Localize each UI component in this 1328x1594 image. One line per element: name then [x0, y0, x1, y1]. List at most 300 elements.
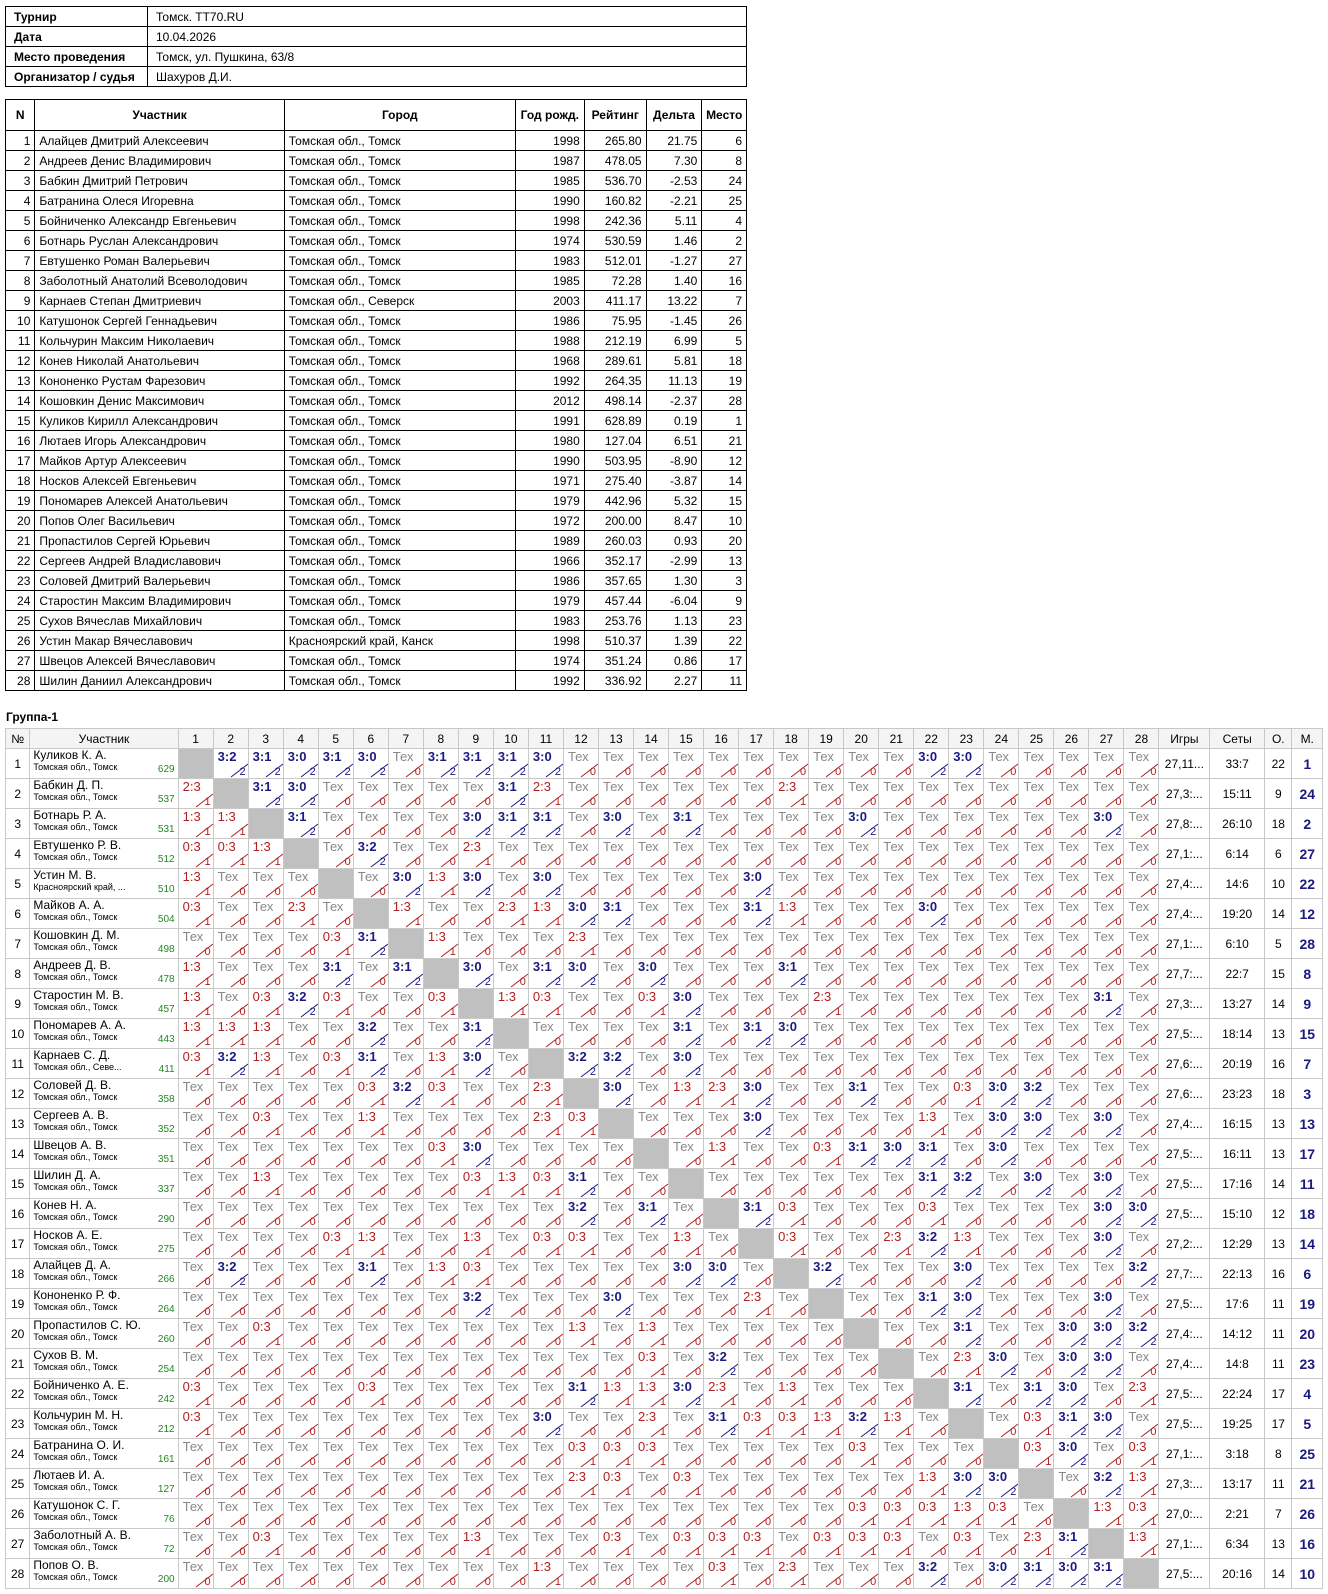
match-points: 0 [1080, 1216, 1087, 1228]
cross-result-cell [388, 1109, 423, 1139]
match-result [739, 959, 773, 988]
match-result [949, 1229, 983, 1258]
match-score: 0:3 [567, 1229, 587, 1244]
match-points: 2 [1115, 1126, 1122, 1138]
match-score: 3:1 [462, 1019, 482, 1034]
match-result [284, 959, 318, 988]
cross-result-cell [634, 749, 669, 779]
match-result [459, 1049, 493, 1078]
match-result [984, 1499, 1018, 1528]
cross-result-cell [704, 1289, 739, 1319]
match-score: 3:2 [357, 1019, 377, 1034]
match-score: 3:0 [1058, 1439, 1078, 1454]
match-score: 0:3 [673, 1529, 692, 1544]
match-score: Тех [953, 1019, 974, 1034]
cross-place: 2 [1292, 809, 1323, 839]
cross-result-cell [809, 1529, 844, 1559]
match-points: 0 [765, 796, 772, 808]
cross-result-cell [213, 1319, 248, 1349]
match-result [879, 1019, 913, 1048]
match-points: 0 [414, 1156, 421, 1168]
match-result [599, 899, 633, 928]
match-points: 1 [589, 1336, 596, 1348]
match-score: Тех [497, 1259, 519, 1274]
match-points: 0 [1150, 1186, 1157, 1198]
cross-participant-city: Томская обл., Томск [33, 1182, 118, 1192]
participant-place: 13 [702, 551, 747, 571]
match-points: 0 [800, 856, 807, 868]
match-points: 1 [239, 1036, 246, 1048]
match-score: 3:2 [848, 1409, 867, 1424]
cross-result-cell [879, 1319, 914, 1349]
cross-result-cell [914, 1199, 949, 1229]
cross-result-cell [318, 1499, 353, 1529]
cross-result-cell [634, 1349, 669, 1379]
match-score: Тех [883, 779, 904, 794]
match-points: 1 [204, 856, 211, 868]
match-result [1054, 1529, 1088, 1558]
cross-result-cell [1019, 899, 1054, 929]
participant-rating: 200.00 [584, 511, 646, 531]
match-score: 0:3 [953, 1079, 972, 1094]
match-points: 0 [1115, 916, 1122, 928]
cross-result-cell [774, 1289, 809, 1319]
match-points: 2 [519, 826, 526, 838]
match-points: 2 [975, 1486, 982, 1498]
match-points: 0 [239, 1096, 246, 1108]
match-points: 0 [1080, 976, 1087, 988]
match-result [179, 1199, 213, 1228]
match-points: 0 [239, 1486, 246, 1498]
cross-result-cell [213, 959, 248, 989]
match-result [424, 1379, 458, 1408]
match-result [704, 1469, 738, 1498]
match-result [1019, 1349, 1053, 1378]
match-points: 0 [1080, 1156, 1087, 1168]
match-result [494, 929, 528, 958]
match-result [284, 869, 318, 898]
cross-participant-rating: 531 [157, 824, 175, 835]
participant-rating: 411.17 [584, 291, 646, 311]
cross-result-cell [423, 1469, 458, 1499]
match-points: 0 [940, 1066, 947, 1078]
match-score: Тех [497, 1229, 519, 1244]
match-points: 2 [239, 766, 246, 778]
match-points: 0 [729, 1126, 737, 1138]
participant-city: Томская обл., Томск [284, 651, 515, 671]
match-points: 0 [905, 1216, 912, 1228]
cross-cell-self [949, 1409, 984, 1439]
participant-city: Томская обл., Томск [284, 391, 515, 411]
match-points: 0 [870, 886, 877, 898]
match-points: 2 [1115, 1336, 1122, 1348]
cross-result-cell [844, 1379, 879, 1409]
cross-participant-rating: 443 [157, 1034, 175, 1045]
match-result [879, 989, 913, 1018]
match-score: Тех [322, 1169, 344, 1184]
match-result [564, 1409, 598, 1438]
match-points: 0 [1115, 1276, 1122, 1288]
match-points: 0 [309, 1036, 316, 1048]
cross-result-cell [423, 1049, 458, 1079]
match-result [844, 749, 878, 778]
cross-result-cell [458, 1409, 493, 1439]
match-score: 3:0 [567, 899, 587, 914]
match-result [564, 1259, 598, 1288]
cross-participant-name: Носков А. Е. [33, 1229, 103, 1242]
match-points: 2 [1080, 1576, 1087, 1588]
match-score: Тех [462, 1469, 484, 1484]
match-result [809, 779, 843, 808]
match-score: Тех [708, 1049, 729, 1064]
match-points: 2 [1010, 1126, 1017, 1138]
cross-result-cell [178, 1319, 213, 1349]
participant-row [6, 411, 747, 431]
match-points: 1 [1150, 1546, 1157, 1558]
cross-place: 22 [1292, 869, 1323, 899]
cross-result-cell [598, 899, 633, 929]
cross-result-cell [1054, 1319, 1089, 1349]
cross-result-cell [248, 1049, 283, 1079]
cross-result-cell [844, 1139, 879, 1169]
match-result [494, 1259, 528, 1288]
cross-result-cell [1054, 1049, 1089, 1079]
match-score: Тех [708, 839, 729, 854]
cross-result-cell [879, 1019, 914, 1049]
participant-row [6, 571, 747, 591]
match-score: Тех [1093, 899, 1115, 914]
match-result [459, 1499, 493, 1528]
match-result [354, 1409, 388, 1438]
participant-delta: 6.51 [646, 431, 702, 451]
match-result [459, 1229, 493, 1258]
participant-rating: 357.65 [584, 571, 646, 591]
cross-result-cell [213, 1559, 248, 1589]
match-result [599, 1169, 633, 1198]
match-points: 0 [379, 826, 386, 838]
match-score: 3:1 [953, 1319, 973, 1334]
match-score: 1:3 [532, 899, 551, 914]
match-result [389, 1559, 423, 1588]
match-score: Тех [392, 1289, 414, 1304]
cross-header-opponent: 10 [493, 729, 528, 749]
match-points: 0 [484, 1456, 491, 1468]
cross-participant-rating: 351 [157, 1154, 175, 1165]
cross-result-cell [318, 1019, 353, 1049]
match-score: Тех [217, 1529, 239, 1544]
match-points: 0 [274, 1426, 281, 1438]
match-points: 0 [729, 796, 737, 808]
cross-result-cell [774, 1409, 809, 1439]
match-result [1124, 1049, 1158, 1078]
match-score: Тех [1023, 1499, 1045, 1514]
match-points: 1 [1010, 1516, 1017, 1528]
match-result [179, 839, 213, 868]
cross-result-cell [774, 929, 809, 959]
match-result [914, 1079, 948, 1108]
match-score: Тех [743, 929, 764, 944]
cross-header-opponent: 28 [1124, 729, 1159, 749]
participant-birth-year: 1991 [515, 411, 584, 431]
match-result [354, 989, 388, 1018]
cross-row-number: 11 [6, 1049, 30, 1079]
match-points: 0 [204, 1096, 211, 1108]
match-points: 2 [589, 1216, 596, 1228]
match-points: 1 [239, 826, 246, 838]
match-result [214, 899, 248, 928]
match-points: 1 [694, 1486, 702, 1498]
match-result [739, 1409, 773, 1438]
cross-result-cell [598, 959, 633, 989]
match-result [704, 1349, 738, 1378]
match-result [879, 1379, 913, 1408]
cross-result-cell [879, 1379, 914, 1409]
match-points: 0 [589, 1516, 596, 1528]
match-score: Тех [1128, 1079, 1150, 1094]
cross-result-cell [984, 1379, 1019, 1409]
match-result [564, 869, 598, 898]
match-points: 0 [905, 1306, 912, 1318]
participant-place: 18 [702, 351, 747, 371]
match-score: 0:3 [673, 1469, 692, 1484]
match-points: 0 [800, 1336, 807, 1348]
match-points: 0 [274, 1516, 281, 1528]
cross-result-cell [178, 1349, 213, 1379]
match-score: Тех [1023, 1259, 1045, 1274]
match-score: 1:3 [953, 1499, 972, 1514]
match-score: Тех [532, 1019, 554, 1034]
cross-points: 13 [1265, 1229, 1292, 1259]
match-points: 0 [484, 916, 491, 928]
match-result [564, 1469, 598, 1498]
cross-participant-city: Томская обл., Томск [33, 1032, 118, 1042]
match-points: 0 [1010, 1186, 1017, 1198]
match-points: 0 [449, 1246, 456, 1258]
match-points: 0 [1010, 1246, 1017, 1258]
match-score: Тех [602, 839, 624, 854]
match-score: 3:0 [988, 1079, 1008, 1094]
cross-result-cell [458, 749, 493, 779]
match-score: Тех [392, 989, 414, 1004]
match-result [774, 1529, 808, 1558]
match-score: Тех [638, 1229, 659, 1244]
cross-result-cell [283, 1349, 318, 1379]
cross-place: 12 [1292, 899, 1323, 929]
participant-place: 3 [702, 571, 747, 591]
match-score: Тех [252, 1469, 274, 1484]
match-result [179, 959, 213, 988]
match-points: 1 [835, 1156, 842, 1168]
match-score: Тех [427, 1559, 449, 1574]
group-title: Группа-1 [6, 710, 59, 724]
match-points: 0 [449, 856, 456, 868]
match-score: Тех [182, 1289, 204, 1304]
match-points: 2 [379, 1036, 386, 1048]
cross-participant-city: Томская обл., Севе... [33, 1062, 122, 1072]
cross-result-cell [1124, 1229, 1159, 1259]
match-result [424, 1499, 458, 1528]
match-points: 0 [414, 1216, 421, 1228]
match-points: 0 [554, 1456, 561, 1468]
match-points: 2 [940, 766, 947, 778]
match-points: 0 [554, 946, 561, 958]
cross-result-cell [388, 1469, 423, 1499]
match-score: Тех [988, 899, 1009, 914]
cross-result-cell [423, 1289, 458, 1319]
match-result [459, 1109, 493, 1138]
cross-result-cell [739, 1049, 774, 1079]
match-score: Тех [988, 1049, 1009, 1064]
cross-result-cell [598, 929, 633, 959]
match-score: 0:3 [953, 1529, 972, 1544]
match-result [249, 1379, 283, 1408]
match-score: Тех [708, 1439, 729, 1454]
match-result [319, 1469, 353, 1498]
match-score: 3:0 [953, 1259, 973, 1274]
cross-participant-rating: 512 [157, 854, 175, 865]
match-points: 0 [1115, 976, 1122, 988]
match-points: 0 [694, 1576, 702, 1588]
participant-city: Томская обл., Томск [284, 611, 515, 631]
match-points: 2 [1080, 1336, 1087, 1348]
match-result [599, 749, 633, 778]
match-points: 0 [940, 1546, 947, 1558]
match-points: 0 [414, 826, 421, 838]
match-score: Тех [988, 1169, 1009, 1184]
cross-sets: 14:6 [1210, 869, 1265, 899]
match-score: Тех [497, 1289, 519, 1304]
match-points: 1 [589, 1246, 596, 1258]
cross-result-cell [739, 809, 774, 839]
match-points: 0 [659, 946, 667, 958]
match-result [1089, 1169, 1123, 1198]
match-score: Тех [953, 1199, 974, 1214]
match-points: 0 [344, 1096, 351, 1108]
match-score: 3:1 [1058, 1529, 1078, 1544]
match-result [669, 839, 703, 868]
match-result [214, 1289, 248, 1318]
cross-result-cell [879, 1199, 914, 1229]
match-points: 0 [519, 856, 526, 868]
match-result [1054, 1559, 1088, 1588]
participant-number: 19 [6, 491, 35, 511]
match-result [354, 929, 388, 958]
match-score: Тех [252, 1439, 274, 1454]
match-result [984, 869, 1018, 898]
match-points: 0 [1010, 1006, 1017, 1018]
cross-result-cell [914, 1019, 949, 1049]
participant-number: 20 [6, 511, 35, 531]
match-points: 0 [1150, 1096, 1157, 1108]
match-score: Тех [182, 1169, 204, 1184]
match-result [284, 779, 318, 808]
match-result [634, 1019, 668, 1048]
cross-participant-rating: 337 [157, 1184, 175, 1195]
match-points: 0 [274, 1156, 281, 1168]
match-score: Тех [217, 1409, 239, 1424]
cross-result-cell [563, 779, 598, 809]
match-score: Тех [322, 1439, 344, 1454]
cross-result-cell [1054, 779, 1089, 809]
cross-sets: 15:10 [1210, 1199, 1265, 1229]
cross-result-cell [949, 929, 984, 959]
cross-result-cell [949, 749, 984, 779]
cross-result-cell [458, 809, 493, 839]
match-points: 1 [449, 1006, 456, 1018]
match-score: 1:3 [1093, 1499, 1112, 1514]
match-points: 0 [239, 1006, 246, 1018]
match-points: 0 [274, 886, 281, 898]
match-result [424, 1409, 458, 1438]
match-result [844, 1049, 878, 1078]
match-points: 2 [659, 1216, 667, 1228]
match-points: 0 [204, 1486, 211, 1498]
cross-result-cell [458, 839, 493, 869]
match-score: Тех [462, 1079, 484, 1094]
match-result [494, 1169, 528, 1198]
match-points: 0 [1045, 1336, 1052, 1348]
match-points: 0 [1080, 1096, 1087, 1108]
match-result [1089, 1559, 1123, 1588]
match-points: 0 [309, 1486, 316, 1498]
match-score: Тех [497, 1139, 519, 1154]
cross-result-cell [704, 899, 739, 929]
match-result [284, 1049, 318, 1078]
participant-rating: 212.19 [584, 331, 646, 351]
match-points: 0 [905, 1456, 912, 1468]
match-result [424, 1139, 458, 1168]
match-points: 0 [905, 1576, 912, 1588]
cross-result-cell [1124, 929, 1159, 959]
match-score: Тех [883, 1199, 904, 1214]
match-points: 1 [204, 1066, 211, 1078]
match-points: 1 [1150, 1396, 1157, 1408]
match-score: Тех [743, 1259, 764, 1274]
cross-result-cell [353, 1439, 388, 1469]
match-result [494, 779, 528, 808]
participant-row [6, 351, 747, 371]
match-score: Тех [602, 749, 624, 764]
match-result [879, 779, 913, 808]
match-result [669, 899, 703, 928]
match-result [1124, 899, 1158, 928]
match-points: 0 [414, 1336, 421, 1348]
cross-result-cell [528, 1139, 563, 1169]
match-score: Тех [1058, 779, 1080, 794]
match-score: Тех [217, 1169, 239, 1184]
match-points: 1 [1045, 1546, 1052, 1558]
match-score: Тех [918, 1049, 939, 1064]
match-score: 0:3 [252, 1319, 271, 1334]
match-points: 2 [379, 1066, 386, 1078]
match-score: Тех [848, 1019, 869, 1034]
match-points: 0 [1150, 886, 1157, 898]
match-score: Тех [602, 989, 624, 1004]
cross-result-cell [458, 929, 493, 959]
match-points: 0 [765, 1156, 772, 1168]
match-points: 0 [519, 1396, 526, 1408]
match-points: 0 [1010, 916, 1017, 928]
match-result [179, 1439, 213, 1468]
match-points: 0 [239, 886, 246, 898]
match-score: 3:1 [708, 1409, 727, 1424]
match-score: 1:3 [182, 869, 201, 884]
participant-rating: 160.82 [584, 191, 646, 211]
cross-result-cell [634, 1469, 669, 1499]
match-result [389, 869, 423, 898]
match-result [739, 899, 773, 928]
match-result [704, 749, 738, 778]
